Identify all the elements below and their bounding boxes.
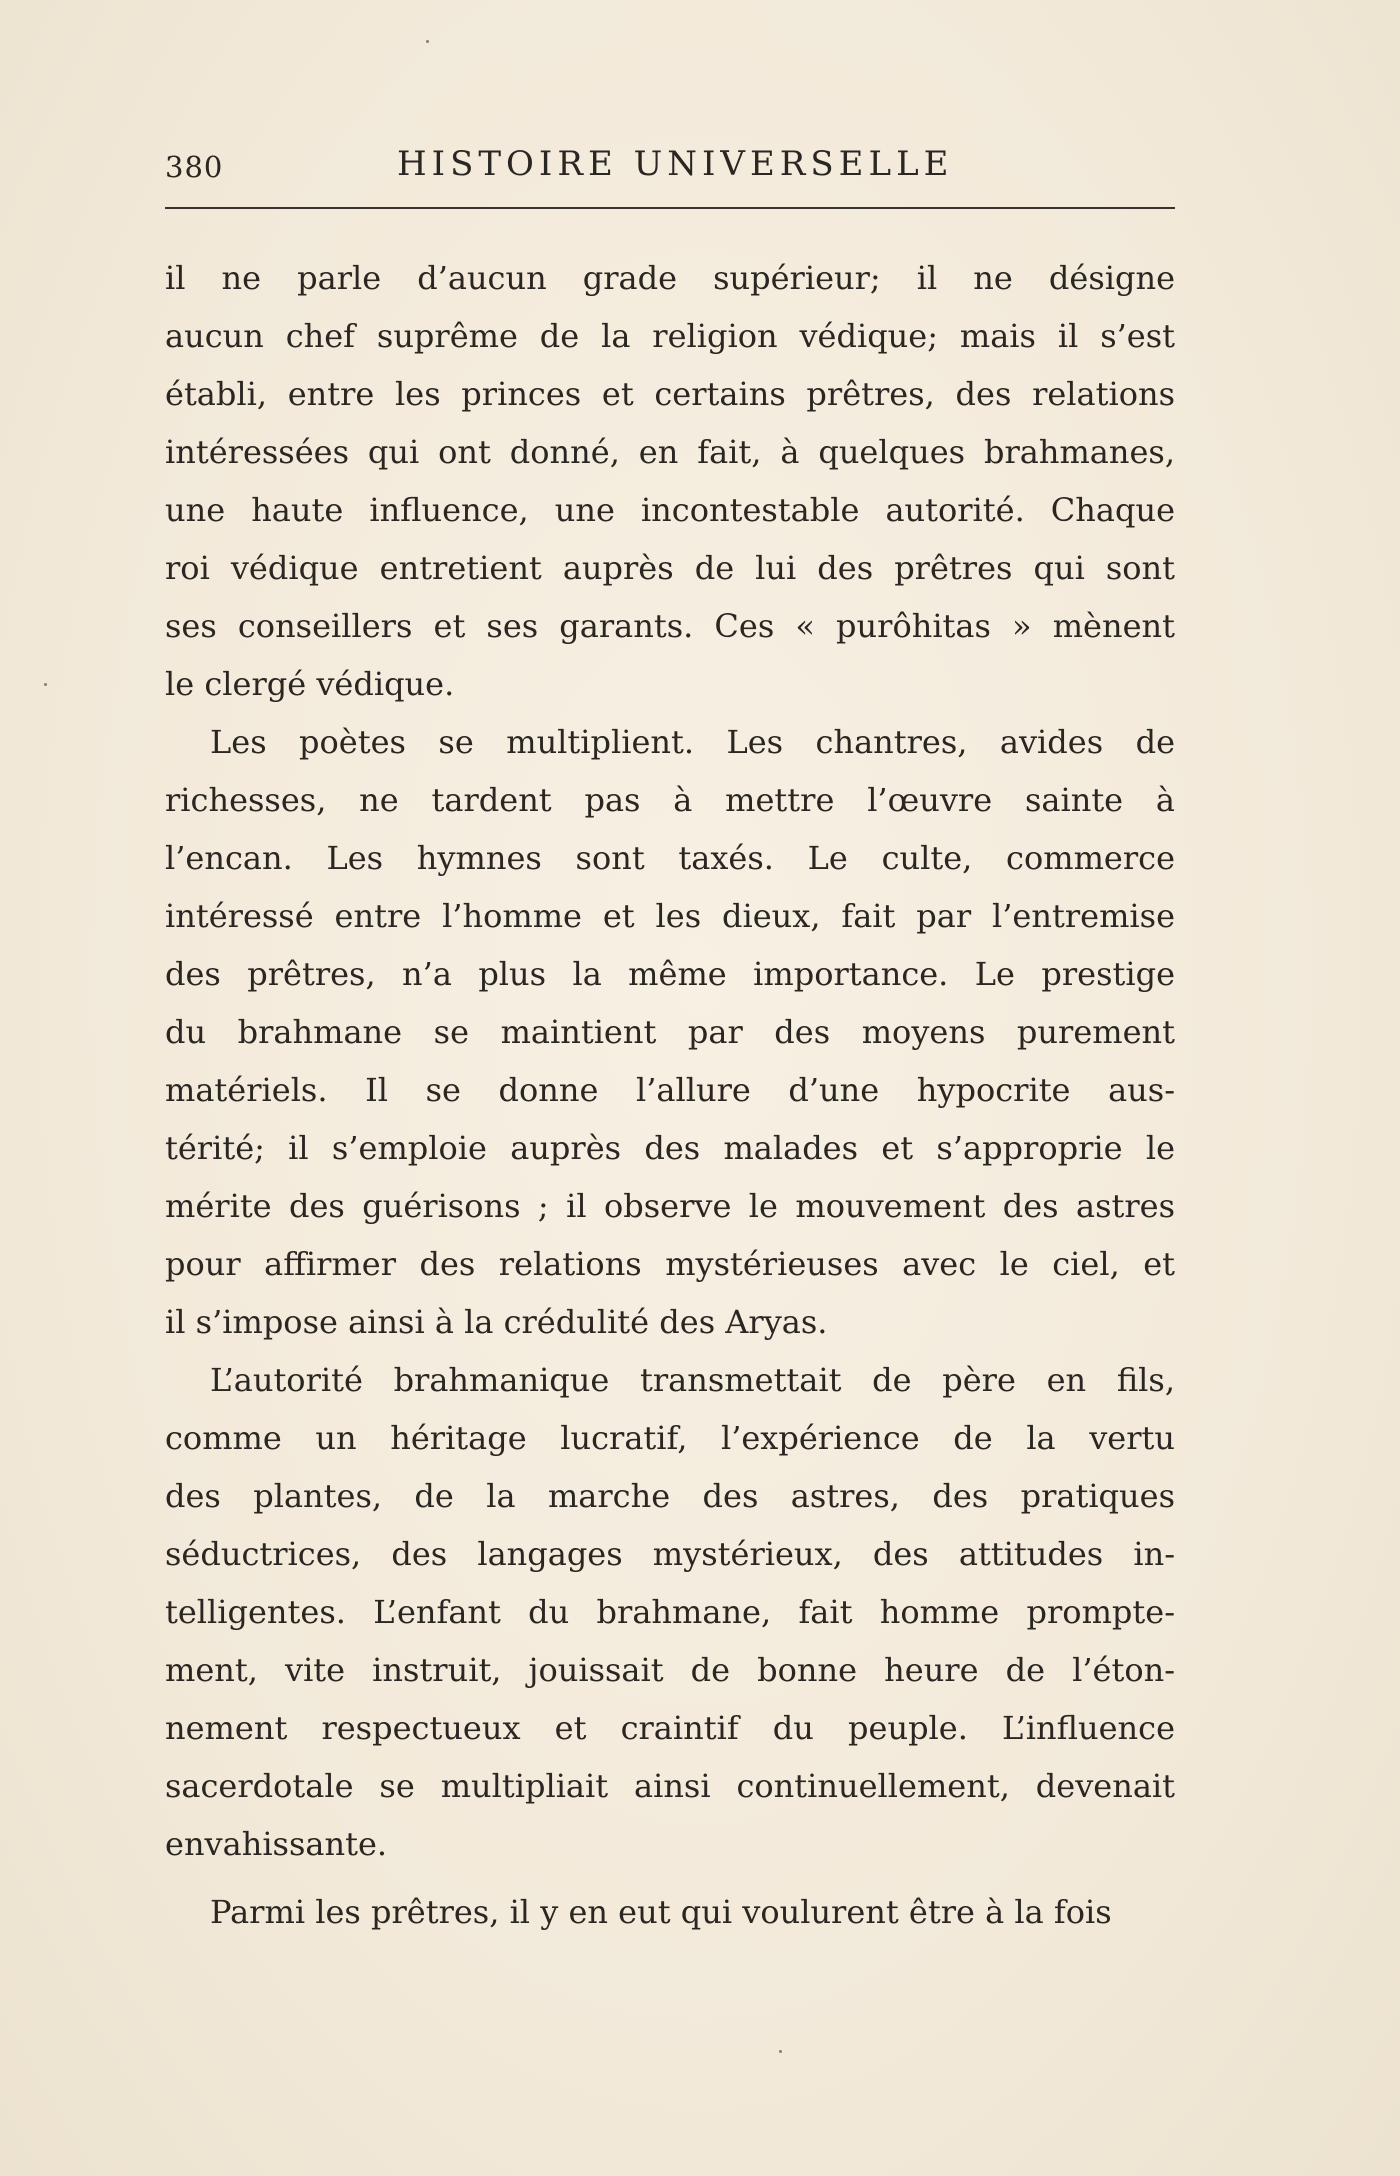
text-line: roi védique entretient auprès de lui des prêtres qui sont: [165, 549, 1175, 587]
text-line: intéressé entre l’homme et les dieux, fait par l’entremise: [165, 897, 1175, 935]
text-line: il s’impose ainsi à la crédulité des Aryas.: [165, 1303, 828, 1341]
text-line: intéressées qui ont donné, en fait, à quelques brahmanes,: [165, 433, 1175, 471]
text-line: des plantes, de la marche des astres, des pratiques: [165, 1477, 1175, 1515]
text-line: aucun chef suprême de la religion védique; mais il s’est: [165, 317, 1175, 355]
paragraph-gap: [165, 1873, 1175, 1883]
text-line: du brahmane se maintient par des moyens purement: [165, 1013, 1175, 1051]
paper-speck: [426, 40, 429, 43]
text-line: envahissante.: [165, 1825, 388, 1863]
text-line: établi, entre les princes et certains prêtres, des relations: [165, 375, 1175, 413]
text-line: comme un héritage lucratif, l’expérience de la vertu: [165, 1419, 1175, 1457]
text-line: richesses, ne tardent pas à mettre l’œuvre sainte à: [165, 781, 1175, 819]
text-line: matériels. Il se donne l’allure d’une hypocrite aus-: [165, 1071, 1175, 1109]
text-line: sacerdotale se multipliait ainsi continuellement, devenait: [165, 1767, 1175, 1805]
text-line: mérite des guérisons ; il observe le mouvement des astres: [165, 1187, 1175, 1225]
text-line: ment, vite instruit, jouissait de bonne heure de l’éton-: [165, 1651, 1175, 1689]
text-line: le clergé védique.: [165, 665, 455, 703]
text-line: une haute influence, une incontestable autorité. Chaque: [165, 491, 1175, 529]
text-line: ses conseillers et ses garants. Ces « purôhitas » mènent: [165, 607, 1175, 645]
paper-speck: [779, 2050, 782, 2053]
text-line: des prêtres, n’a plus la même importance. Le prestige: [165, 955, 1175, 993]
page-header: [165, 138, 1175, 190]
text-line: térité; il s’emploie auprès des malades et s’approprie le: [165, 1129, 1175, 1167]
text-line: Parmi les prêtres, il y en eut qui voulurent être à la fois: [210, 1893, 1112, 1931]
paper-speck: [44, 683, 47, 686]
page-number: 380: [165, 150, 224, 184]
text-line: nement respectueux et craintif du peuple. L’influence: [165, 1709, 1175, 1747]
text-line: Les poètes se multiplient. Les chantres, avides de: [210, 723, 1175, 761]
body-text: [165, 249, 1175, 1941]
header-rule: [165, 207, 1175, 209]
text-line: il ne parle d’aucun grade supérieur; il ne désigne: [165, 259, 1175, 297]
running-title: HISTOIRE UNIVERSELLE: [397, 144, 954, 184]
text-line: séductrices, des langages mystérieux, des attitudes in-: [165, 1535, 1175, 1573]
text-line: L’autorité brahmanique transmettait de père en fils,: [210, 1361, 1175, 1399]
text-line: pour affirmer des relations mystérieuses avec le ciel, et: [165, 1245, 1175, 1283]
text-line: l’encan. Les hymnes sont taxés. Le culte, commerce: [165, 839, 1175, 877]
text-line: telligentes. L’enfant du brahmane, fait homme prompte-: [165, 1593, 1175, 1631]
